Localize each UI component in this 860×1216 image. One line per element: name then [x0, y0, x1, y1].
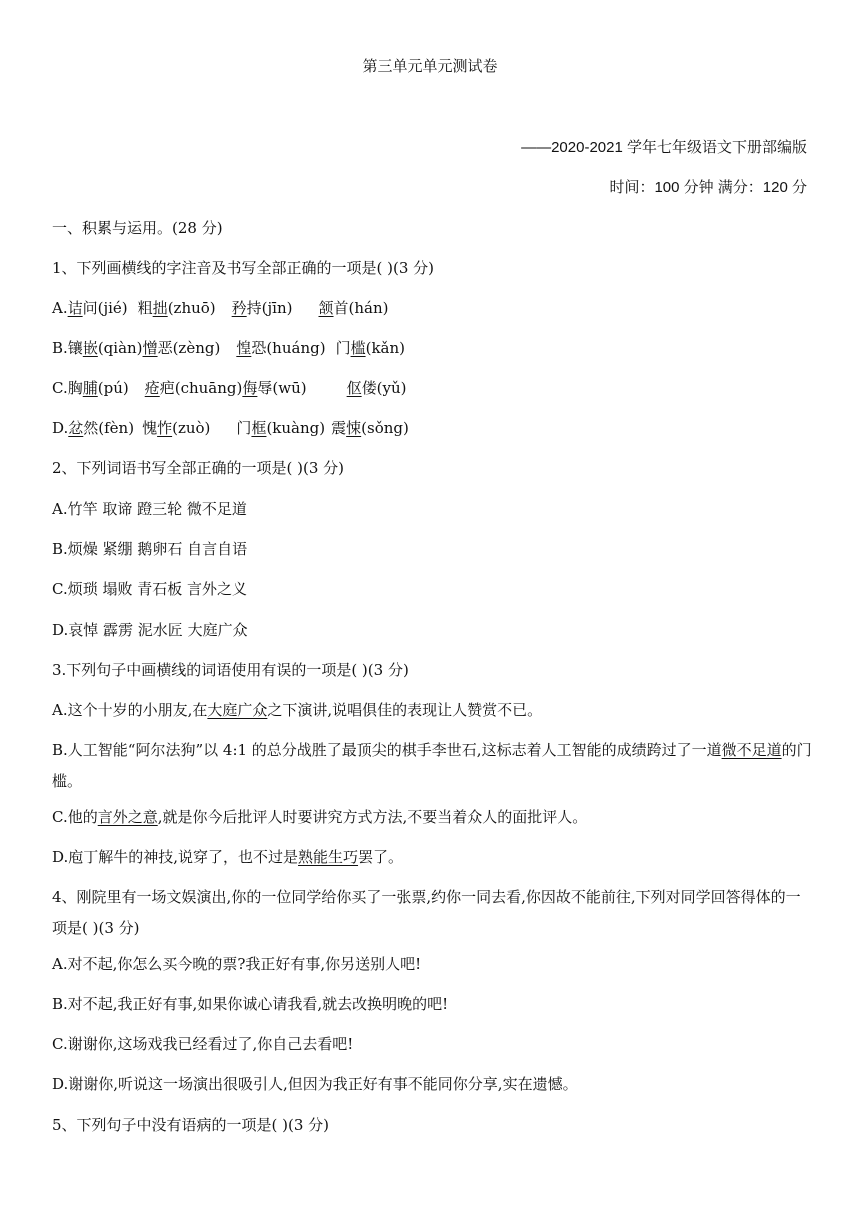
- question-4-option-b: B.对不起,我正好有事,如果你诚心请我看,就去改换明晚的吧!: [52, 995, 449, 1013]
- question-3-option-b: B.人工智能“阿尔法狗”以 4:1 的总分战胜了最顶尖的棋手李世石,这标志着人工智能的成绩跨过了一道微不足道的门槛。: [52, 741, 812, 790]
- section-heading: 一、积累与运用。(28 分): [52, 219, 223, 237]
- question-4-stem: 4、刚院里有一场文娱演出,你的一位同学给你买了一张票,约你一同去看,你因故不能前往,下列对同学回答得体的一项是( )(3 分): [52, 888, 801, 937]
- question-1-option-a: A.诘问(jié) 粗拙(zhuō) 矜持(jīn) 颔首(hán): [52, 299, 389, 317]
- question-3-option-a: A.这个十岁的小朋友,在大庭广众之下演讲,说唱俱佳的表现让人赞赏不已。: [52, 701, 543, 719]
- question-1-option-c: C.胸脯(pú) 疮疤(chuāng)侮辱(wū) 伛偻(yǔ): [52, 379, 407, 397]
- question-1-stem: 1、下列画横线的字注音及书写全部正确的一项是( )(3 分): [52, 259, 435, 277]
- question-3-option-c: C.他的言外之意,就是你今后批评人时要讲究方式方法,不要当着众人的面批评人。: [52, 808, 588, 826]
- question-4-option-a: A.对不起,你怎么买今晚的票?我正好有事,你另送别人吧!: [52, 955, 422, 973]
- question-1-option-d: D.忿然(fèn) 愧怍(zuò) 门框(kuàng) 震悚(sǒng): [52, 419, 409, 437]
- question-2-stem: 2、下列词语书写全部正确的一项是( )(3 分): [52, 459, 345, 477]
- question-1-option-b: B.镶嵌(qiàn)憎恶(zèng) 惶恐(huáng) 门槛(kǎn): [52, 339, 405, 357]
- question-2-option-b: B.烦燥 紧绷 鹅卵石 自言自语: [52, 540, 248, 558]
- subtitle: ——2020-2021 学年七年级语文下册部编版: [521, 139, 807, 156]
- question-4-option-d: D.谢谢你,听说这一场演出很吸引人,但因为我正好有事不能同你分享,实在遗憾。: [52, 1075, 578, 1093]
- question-3-option-d: D.庖丁解牛的神技,说穿了，也不过是熟能生巧罢了。: [52, 848, 404, 866]
- question-2-option-a: A.竹竿 取谛 蹬三轮 微不足道: [52, 500, 247, 518]
- question-2-option-c: C.烦琐 塌败 青石板 言外之义: [52, 580, 248, 598]
- question-2-option-d: D.哀悼 霹雳 泥水匠 大庭广众: [52, 621, 248, 639]
- page-title: 第三单元单元测试卷: [362, 57, 498, 75]
- question-3-stem: 3.下列句子中画横线的词语使用有误的一项是( )(3 分): [52, 661, 409, 679]
- time-info: 时间：100 分钟 满分：120 分: [609, 179, 807, 196]
- question-5-stem: 5、下列句子中没有语病的一项是( )(3 分): [52, 1116, 330, 1134]
- question-4-option-c: C.谢谢你,这场戏我已经看过了,你自己去看吧!: [52, 1035, 354, 1053]
